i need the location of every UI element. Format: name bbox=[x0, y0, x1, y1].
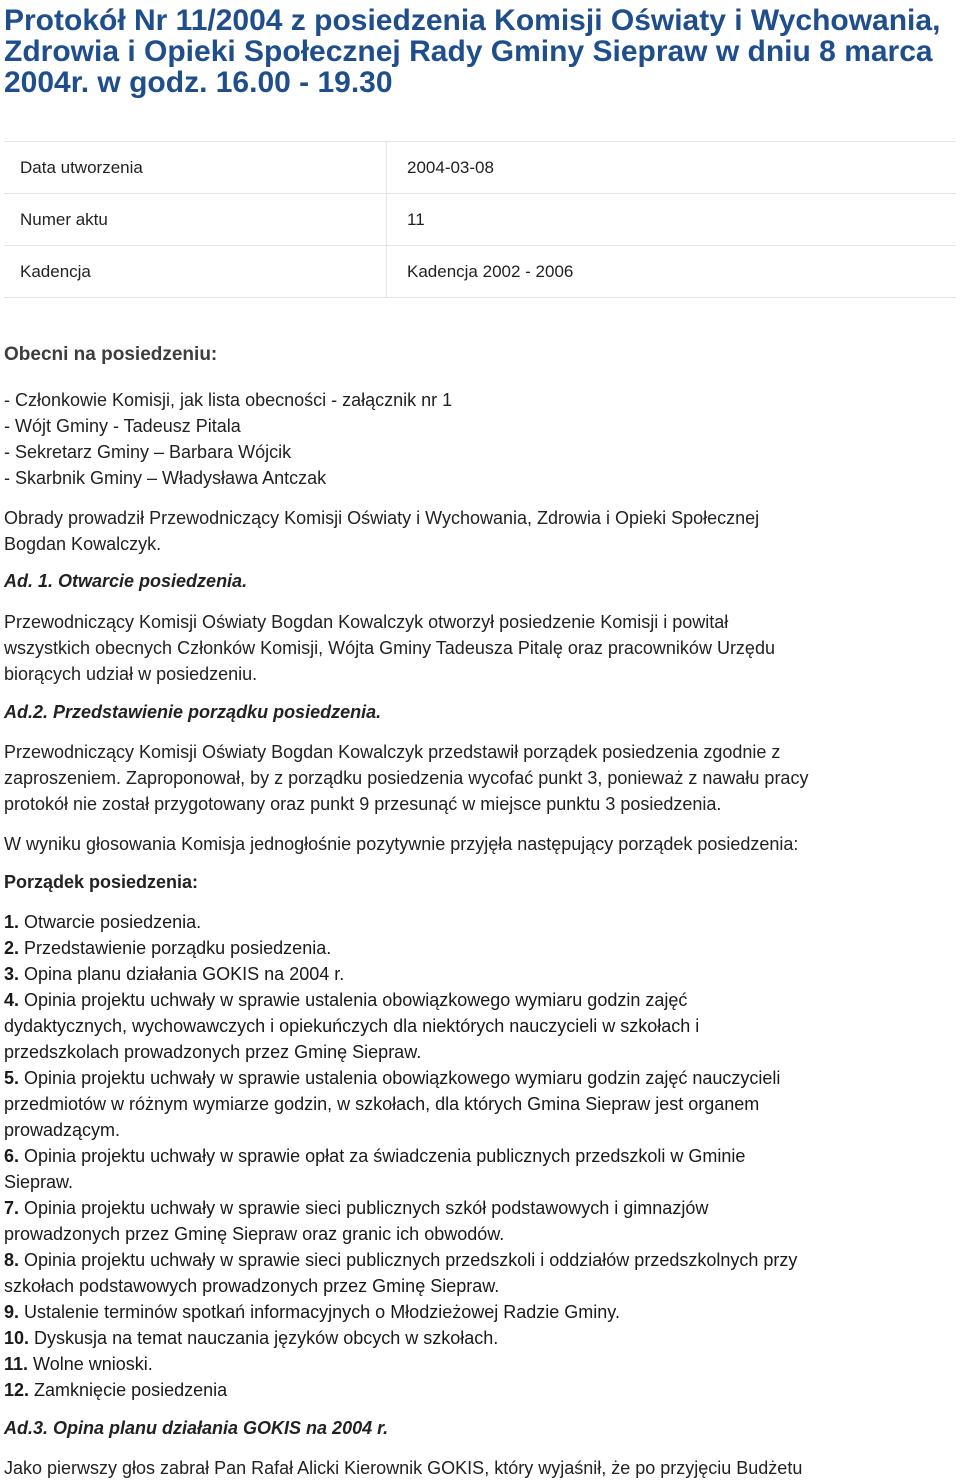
agenda-item bbox=[4, 1351, 956, 1377]
table-row bbox=[4, 246, 956, 298]
agenda-item-line bbox=[4, 935, 956, 961]
agenda-heading: Porządek posiedzenia: bbox=[4, 872, 199, 892]
table-row bbox=[4, 142, 956, 194]
meta-value: 2004-03-08 bbox=[387, 142, 957, 194]
agenda-item-text: Siepraw. bbox=[4, 1172, 74, 1192]
agenda-item-text: dydaktycznych, wychowawczych i opiekuńczych dla niektórych nauczycieli w szkołach i bbox=[4, 1016, 700, 1036]
agenda-item-text: Opinia projektu uchwały w sprawie sieci publicznych szkół podstawowych i gimnazjów bbox=[24, 1198, 709, 1218]
agenda-item bbox=[4, 1325, 956, 1351]
agenda-item-number: 12. bbox=[4, 1380, 30, 1400]
paragraph-line: W wyniku głosowania Komisja jednogłośnie pozytywnie przyjęła następujący porządek posiedzenia: bbox=[4, 834, 799, 854]
agenda-item-text: Opinia projektu uchwały w sprawie ustalenia obowiązkowego wymiaru godzin zajęć nauczycieli bbox=[24, 1068, 781, 1088]
agenda-item-text: Przedstawienie porządku posiedzenia. bbox=[24, 938, 332, 958]
ad2-heading: Ad.2. Przedstawienie porządku posiedzenia. bbox=[4, 702, 382, 722]
agenda-item-text: przedmiotów w różnym wymiarze godzin, w szkołach, dla których Gmina Siepraw jest organem bbox=[4, 1094, 760, 1114]
agenda-item-text: szkołach podstawowych prowadzonych przez Gminę Siepraw. bbox=[4, 1276, 500, 1296]
agenda-item-number: 1. bbox=[4, 912, 20, 932]
chair-paragraph bbox=[4, 505, 956, 557]
agenda-item bbox=[4, 1299, 956, 1325]
agenda-item-text: prowadzącym. bbox=[4, 1120, 121, 1140]
agenda-item-line bbox=[4, 1117, 956, 1143]
agenda-item-number: 7. bbox=[4, 1198, 20, 1218]
agenda-item-line bbox=[4, 1169, 956, 1195]
agenda-item-text: Opinia projektu uchwały w sprawie ustalenia obowiązkowego wymiaru godzin zajęć bbox=[24, 990, 688, 1010]
paragraph-line: wszystkich obecnych Członków Komisji, Wójta Gminy Tadeusza Pitalę oraz pracowników Urzędu bbox=[4, 638, 775, 658]
meta-value: Kadencja 2002 - 2006 bbox=[387, 246, 957, 298]
ad3-heading: Ad.3. Opina planu działania GOKIS na 2004 r. bbox=[4, 1418, 389, 1438]
paragraph-line: Przewodniczący Komisji Oświaty Bogdan Kowalczyk przedstawił porządek posiedzenia zgodnie z bbox=[4, 742, 781, 762]
agenda-item-line bbox=[4, 1065, 956, 1091]
ad3-paragraph bbox=[4, 1455, 956, 1481]
agenda-item-text: Zamknięcie posiedzenia bbox=[34, 1380, 228, 1400]
list-item: - Wójt Gminy - Tadeusz Pitala bbox=[4, 416, 241, 436]
agenda-item-text: prowadzonych przez Gminę Siepraw oraz granic ich obwodów. bbox=[4, 1224, 505, 1244]
metadata-table bbox=[4, 141, 956, 298]
agenda-item-text: Wolne wnioski. bbox=[33, 1354, 153, 1374]
present-heading: Obecni na posiedzeniu: bbox=[4, 344, 218, 365]
agenda-item-text: Ustalenie terminów spotkań informacyjnych o Młodzieżowej Radzie Gminy. bbox=[24, 1302, 620, 1322]
agenda-item-number: 11. bbox=[4, 1354, 29, 1374]
agenda-item-number: 10. bbox=[4, 1328, 30, 1348]
list-item: - Członkowie Komisji, jak lista obecności - załącznik nr 1 bbox=[4, 390, 453, 410]
agenda-item bbox=[4, 987, 956, 1065]
agenda-item-text: Opina planu działania GOKIS na 2004 r. bbox=[24, 964, 345, 984]
ad2-paragraph bbox=[4, 739, 956, 817]
present-list bbox=[4, 387, 956, 491]
agenda-item-line bbox=[4, 1325, 956, 1351]
ad1-heading: Ad. 1. Otwarcie posiedzenia. bbox=[4, 571, 248, 591]
ad1-paragraph bbox=[4, 609, 956, 687]
agenda-item-line bbox=[4, 1377, 956, 1403]
agenda-item-line bbox=[4, 1195, 956, 1221]
agenda-item-line bbox=[4, 1143, 956, 1169]
paragraph-line: protokół nie został przygotowany oraz punkt 9 przesunąć w miejsce punktu 3 posiedzenia. bbox=[4, 794, 722, 814]
paragraph-line: Przewodniczący Komisji Oświaty Bogdan Kowalczyk otworzył posiedzenie Komisji i powitał bbox=[4, 612, 729, 632]
agenda-item-line bbox=[4, 1273, 956, 1299]
agenda-item-number: 3. bbox=[4, 964, 20, 984]
agenda-item-text: przedszkolach prowadzonych przez Gminę Siepraw. bbox=[4, 1042, 422, 1062]
agenda-item-text: Dyskusja na temat nauczania języków obcych w szkołach. bbox=[34, 1328, 499, 1348]
agenda-item-text: Otwarcie posiedzenia. bbox=[24, 912, 202, 932]
agenda-item-number: 2. bbox=[4, 938, 20, 958]
list-item: - Sekretarz Gminy – Barbara Wójcik bbox=[4, 442, 292, 462]
document-title: Protokół Nr 11/2004 z posiedzenia Komisji Oświaty i Wychowania, Zdrowia i Opieki Społecznej Rady Gminy Siepraw w dniu 8 marca 2004r. w godz. 16.00 - 19.30 bbox=[4, 4, 941, 99]
meta-value: 11 bbox=[387, 194, 957, 246]
agenda-item-number: 8. bbox=[4, 1250, 20, 1270]
agenda-item-line bbox=[4, 1013, 956, 1039]
meta-label: Numer aktu bbox=[4, 194, 387, 246]
agenda-item bbox=[4, 1143, 956, 1195]
agenda-item-text: Opinia projektu uchwały w sprawie opłat za świadczenia publicznych przedszkoli w Gminie bbox=[24, 1146, 746, 1166]
agenda-item-line bbox=[4, 1039, 956, 1065]
meta-label: Kadencja bbox=[4, 246, 387, 298]
agenda-list bbox=[4, 909, 956, 1403]
agenda-item-text: Opinia projektu uchwały w sprawie sieci publicznych przedszkoli i oddziałów przedszkolnych przy bbox=[24, 1250, 798, 1270]
agenda-item-number: 4. bbox=[4, 990, 20, 1010]
agenda-item bbox=[4, 961, 956, 987]
agenda-item bbox=[4, 1377, 956, 1403]
agenda-item-line bbox=[4, 1351, 956, 1377]
table-row bbox=[4, 194, 956, 246]
agenda-item-number: 9. bbox=[4, 1302, 20, 1322]
agenda-item-line bbox=[4, 987, 956, 1013]
agenda-item-line bbox=[4, 1247, 956, 1273]
agenda-item bbox=[4, 1065, 956, 1143]
agenda-item-line bbox=[4, 909, 956, 935]
agenda-item-line bbox=[4, 1091, 956, 1117]
agenda-item bbox=[4, 935, 956, 961]
agenda-item bbox=[4, 1247, 956, 1299]
vote-paragraph bbox=[4, 831, 956, 857]
paragraph-line: biorących udział w posiedzeniu. bbox=[4, 664, 258, 684]
agenda-item-line bbox=[4, 1221, 956, 1247]
paragraph-line: Obrady prowadził Przewodniczący Komisji Oświaty i Wychowania, Zdrowia i Opieki Społecznej bbox=[4, 508, 760, 528]
agenda-item-line bbox=[4, 1299, 956, 1325]
paragraph-line: Bogdan Kowalczyk. bbox=[4, 534, 162, 554]
paragraph-line: zaproszeniem. Zaproponował, by z porządku posiedzenia wycofać punkt 3, ponieważ z nawału pracy bbox=[4, 768, 809, 788]
meta-label: Data utworzenia bbox=[4, 142, 387, 194]
agenda-item-number: 6. bbox=[4, 1146, 20, 1166]
agenda-item-number: 5. bbox=[4, 1068, 20, 1088]
agenda-item bbox=[4, 1195, 956, 1247]
agenda-item bbox=[4, 909, 956, 935]
agenda-item-line bbox=[4, 961, 956, 987]
paragraph-line: Jako pierwszy głos zabrał Pan Rafał Alicki Kierownik GOKIS, który wyjaśnił, że po przyjęciu Budżetu bbox=[4, 1458, 803, 1478]
list-item: - Skarbnik Gminy – Władysława Antczak bbox=[4, 468, 327, 488]
